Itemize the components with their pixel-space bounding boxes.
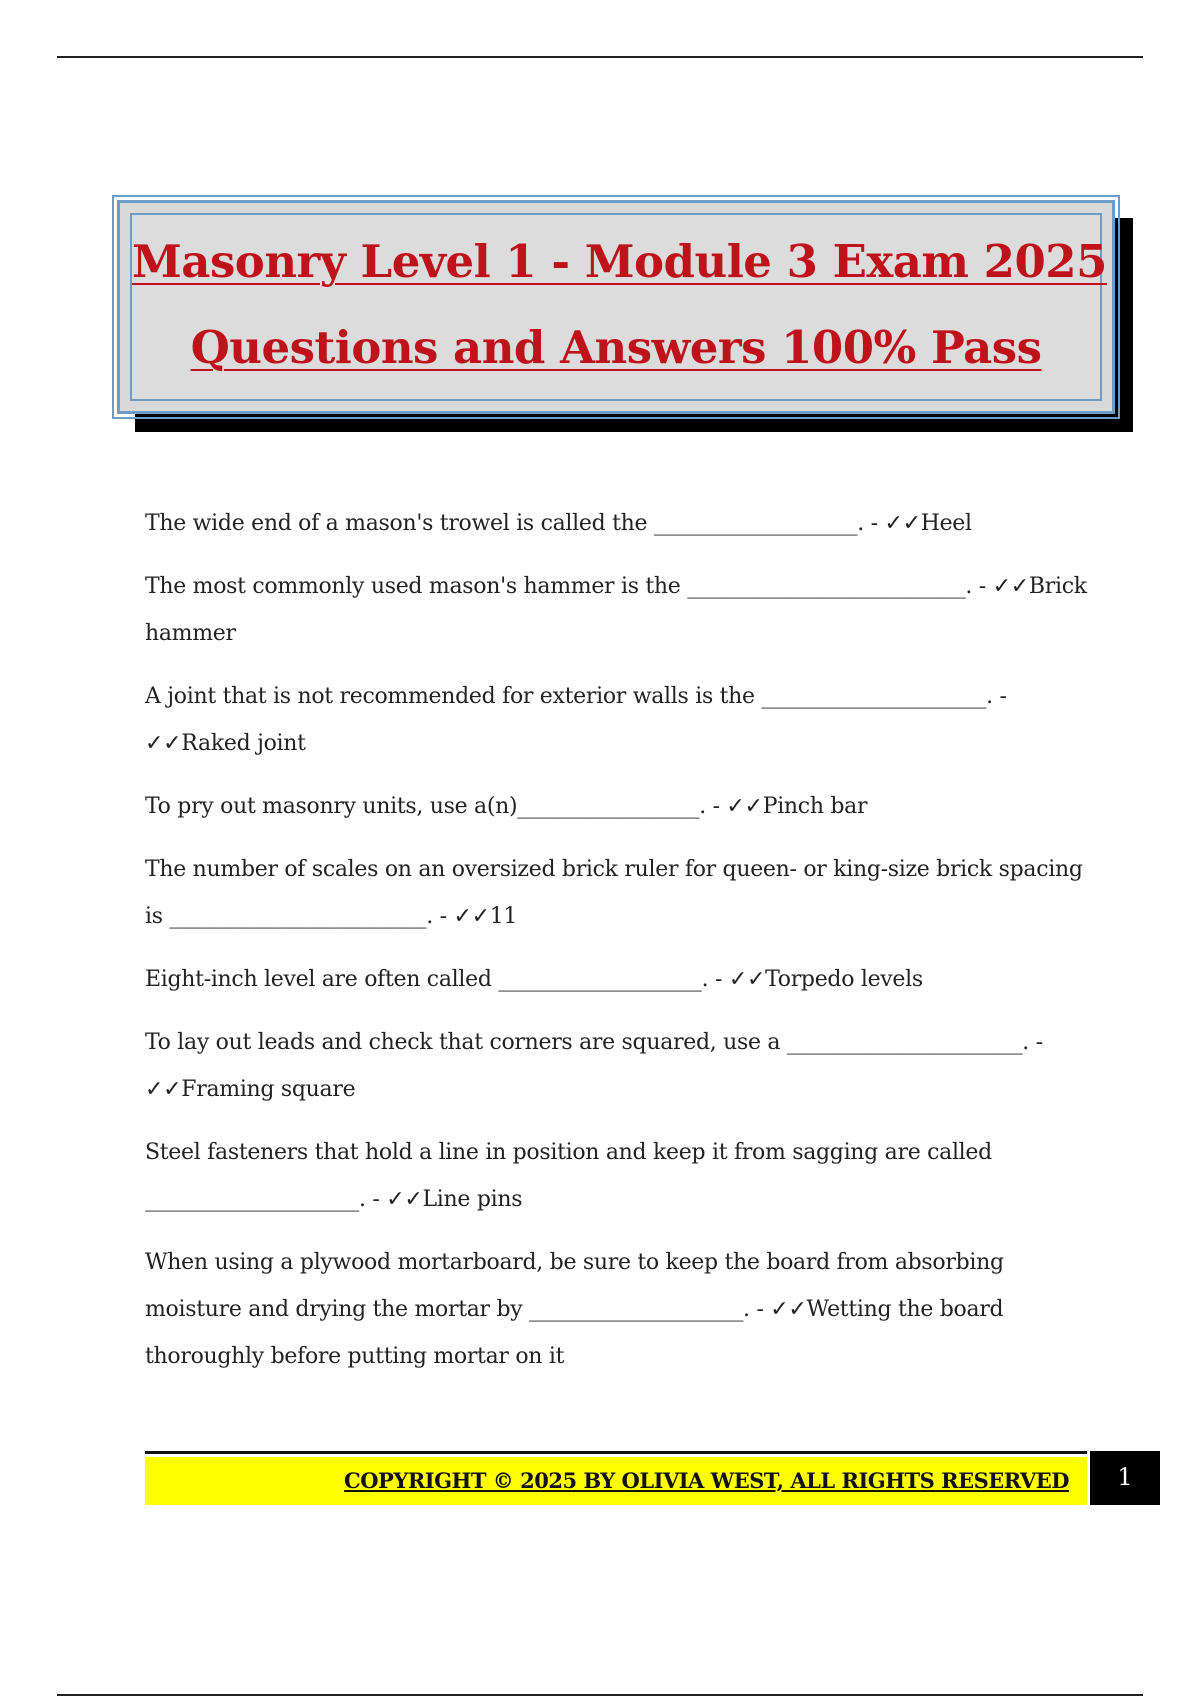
answer-text: ✓✓Brick hammer bbox=[145, 574, 1094, 646]
answer-text: ✓✓Pinch bar bbox=[726, 794, 868, 819]
answer-text: ✓✓Framing square bbox=[145, 1077, 356, 1102]
question-text: The number of scales on an oversized brick ruler for queen- or king-size brick spacing is ________________________. - bbox=[145, 857, 1090, 929]
answer-text: ✓✓Line pins bbox=[386, 1187, 523, 1212]
page-title-line-1: Masonry Level 1 - Module 3 Exam 2025 bbox=[132, 235, 1107, 288]
top-rule bbox=[57, 56, 1143, 58]
page-number: 1 bbox=[1117, 1463, 1133, 1491]
question-text: Steel fasteners that hold a line in position and keep it from sagging are called ____________________. - bbox=[145, 1140, 999, 1212]
page-number-box bbox=[1090, 1451, 1160, 1505]
qa-item bbox=[145, 673, 1095, 767]
qa-item bbox=[145, 846, 1095, 940]
title-box bbox=[117, 200, 1115, 414]
qa-item bbox=[145, 1239, 1095, 1380]
question-text: The wide end of a mason's trowel is called the ___________________. - bbox=[145, 511, 885, 536]
answer-text: ✓✓Raked joint bbox=[145, 731, 306, 756]
qa-item bbox=[145, 783, 1095, 830]
question-text: A joint that is not recommended for exterior walls is the _____________________. - bbox=[145, 684, 1014, 709]
answer-text: ✓✓11 bbox=[453, 904, 518, 929]
footer-rule bbox=[145, 1451, 1087, 1454]
qa-item bbox=[145, 1129, 1095, 1223]
bottom-rule bbox=[57, 1694, 1143, 1696]
qa-item bbox=[145, 1019, 1095, 1113]
question-text: To pry out masonry units, use a(n)_________________. - bbox=[145, 794, 727, 819]
question-text: Eight-inch level are often called ___________________. - bbox=[145, 967, 729, 992]
question-text: To lay out leads and check that corners are squared, use a ______________________. - bbox=[145, 1030, 1050, 1055]
answer-text: ✓✓Heel bbox=[884, 511, 972, 536]
question-text: When using a plywood mortarboard, be sure to keep the board from absorbing moisture and drying the mortar by ____________________. - bbox=[145, 1250, 1011, 1322]
copyright-text: COPYRIGHT © 2025 BY OLIVIA WEST, ALL RIGHTS RESERVED bbox=[344, 1468, 1069, 1493]
page-title-line-2: Questions and Answers 100% Pass bbox=[190, 321, 1042, 374]
qa-list bbox=[145, 500, 1095, 1396]
answer-text: ✓✓Torpedo levels bbox=[728, 967, 923, 992]
qa-item bbox=[145, 563, 1095, 657]
answer-text: ✓✓Wetting the board thoroughly before putting mortar on it bbox=[145, 1297, 1011, 1369]
qa-item bbox=[145, 500, 1095, 547]
footer-copyright-bar bbox=[145, 1457, 1087, 1505]
qa-item bbox=[145, 956, 1095, 1003]
question-text: The most commonly used mason's hammer is the __________________________. - bbox=[145, 574, 993, 599]
title-box-inner bbox=[130, 213, 1107, 401]
